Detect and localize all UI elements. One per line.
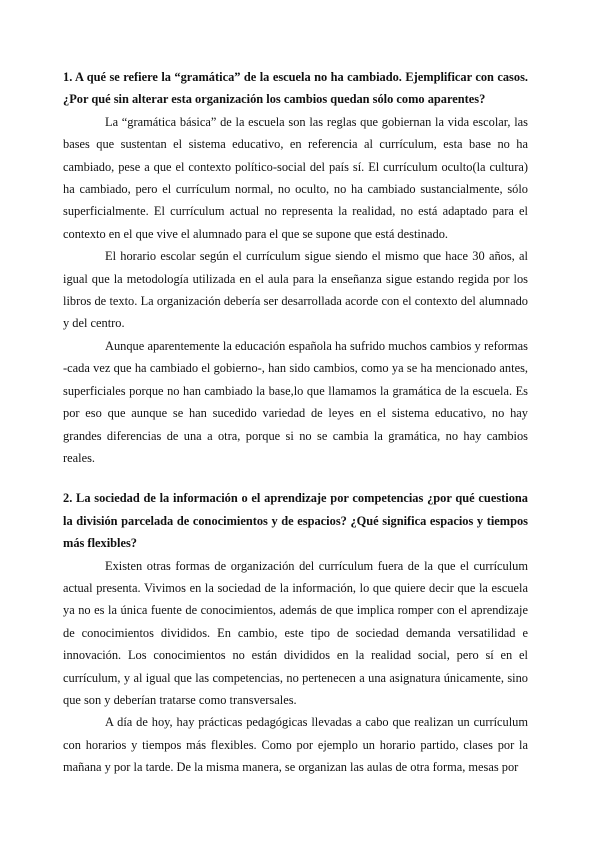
section-2-heading: 2. La sociedad de la información o el aprendizaje por competencias ¿por qué cuestiona la división parcelada de conocimientos y de espacios? ¿Qué significa espacios y tiempos más flexibles? bbox=[63, 491, 528, 551]
section-1-paragraph-2: El horario escolar según el currículum sigue siendo el mismo que hace 30 años, al igual que la metodología utilizada en el aula para la enseñanza sigue estando regida por los libros de texto. La organización debería ser desarrollada acorde con el contexto del alumnado y del centro. bbox=[63, 249, 528, 331]
section-2-paragraph-2: A día de hoy, hay prácticas pedagógicas llevadas a cabo que realizan un currículum con horarios y tiempos más flexibles. Como por ejemplo un horario partido, clases por la mañana y por la tarde. De la misma manera, se organizan las aulas de otra forma, mesas por bbox=[63, 715, 528, 775]
section-1 bbox=[63, 66, 528, 469]
section-1-paragraph-1: La “gramática básica” de la escuela son las reglas que gobiernan la vida escolar, las bases que sustentan el sistema educativo, en referencia al currículum, esta base no ha cambiado, pese a que el contexto político-social del país sí. El currículum oculto(la cultura) ha cambiado, pero el currículum normal, no oculto, no ha cambiado sustancialmente, sólo superficialmente. El currículum actual no representa la realidad, no está adaptado para el contexto en el que vive el alumnado para el que se supone que está destinado. bbox=[63, 114, 528, 241]
section-2-paragraph-1: Existen otras formas de organización del currículum fuera de la que el currículum actual presenta. Vivimos en la sociedad de la información, lo que quiere decir que la escuela ya no es la única fuente de conocimientos, además de que implica romper con el aprendizaje de conocimientos divididos. En cambio, este tipo de sociedad demanda versatilidad e innovación. Los conocimientos no están divididos en la realidad social, pero sí en el currículum, y al igual que las competencias, no pertenecen a una asignatura únicamente, sino que son y deberían tratarse como transversales. bbox=[63, 558, 528, 707]
section-1-heading: 1. A qué se refiere la “gramática” de la escuela no ha cambiado. Ejemplificar con casos. ¿Por qué sin alterar esta organización los cambios quedan sólo como aparentes? bbox=[63, 70, 528, 107]
section-spacer bbox=[63, 469, 528, 487]
document-body bbox=[63, 66, 528, 779]
section-2 bbox=[63, 487, 528, 778]
section-1-paragraph-3: Aunque aparentemente la educación española ha sufrido muchos cambios y reformas -cada vez que ha cambiado el gobierno-, han sido cambios, como ya se ha mencionado antes, superficiales porque no han cambiado la base,lo que llamamos la gramática de la escuela. Es por eso que aunque se han sucedido variedad de leyes en el sistema educativo, no hay grandes diferencias de una a otra, porque si no se cambia la gramática, no hay cambios reales. bbox=[63, 338, 528, 465]
